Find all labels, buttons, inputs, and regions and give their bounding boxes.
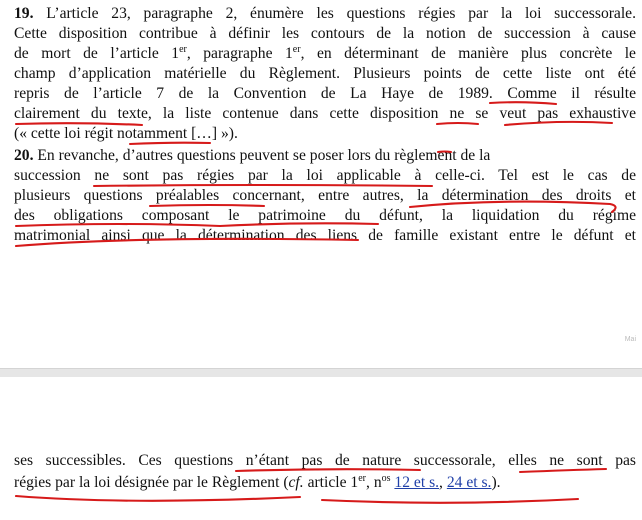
para20-line-3: plusieurs questions préalables concernant, entre autres, la détermination des droits et [14,187,636,204]
text: , en déterminant de manière plus concrète le [300,45,636,62]
cross-reference-link-24[interactable]: 24 et s. [446,474,492,491]
para19-text: L’article 23, paragraphe 2, énumère les questions régies par la loi successorale. [46,5,637,22]
superscript: er [358,472,367,484]
para20-number: 20. [14,147,34,164]
para19-number: 19. [14,5,34,22]
text: , paragraphe 1 [186,45,293,62]
superscript: er [179,43,187,55]
text: de mort de l’article 1 [14,45,180,62]
text: , [439,474,447,491]
superscript: er [292,43,301,55]
para20-line-5: matrimonial ainsi que la détermination des liens de famille existant entre le défunt et [14,227,636,244]
superscript: os [381,472,391,484]
para19-line-4: champ d’application matérielle du Règlement. Plusieurs points de cette liste ont été [14,65,636,82]
para19-line-3 [14,44,636,64]
para19-line-7: (« cette loi régit notamment […] »). [14,125,238,142]
para20-line-2: succession ne sont pas régies par la loi applicable à celle-ci. Tel est le cas de [14,167,636,184]
para20-line-1 [14,146,636,166]
page-corner-mark: Mai [624,336,636,343]
para20-line-4: des obligations composant le patrimoine du défunt, la liquidation du régime [14,207,636,224]
para20-text: En revanche, d’autres questions peuvent se poser lors du règlement de la [37,147,491,164]
para20-line-7 [14,473,636,493]
text: , n [366,474,382,491]
para19-line-6: clairement du texte, la liste contenue dans cette disposition ne se veut pas exhaustive [14,105,636,122]
text: régies par la loi désignée par le Règlement ( [14,474,289,491]
para19-line-5: repris de l’article 7 de la Convention de La Haye de 1989. Comme il résulte [14,85,636,102]
cf-abbrev: cf. [288,474,304,491]
text: article 1 [303,474,359,491]
para19-line-2: Cette disposition contribue à définir les contours de la notion de succession à cause [14,25,636,42]
text: ). [491,474,501,491]
para19-line-1 [14,4,636,24]
para20-line-6: ses successibles. Ces questions n’étant pas de nature successorale, elles ne sont pas [14,452,636,469]
document-page-bottom [0,377,642,520]
cross-reference-link-12[interactable]: 12 et s. [394,474,440,491]
